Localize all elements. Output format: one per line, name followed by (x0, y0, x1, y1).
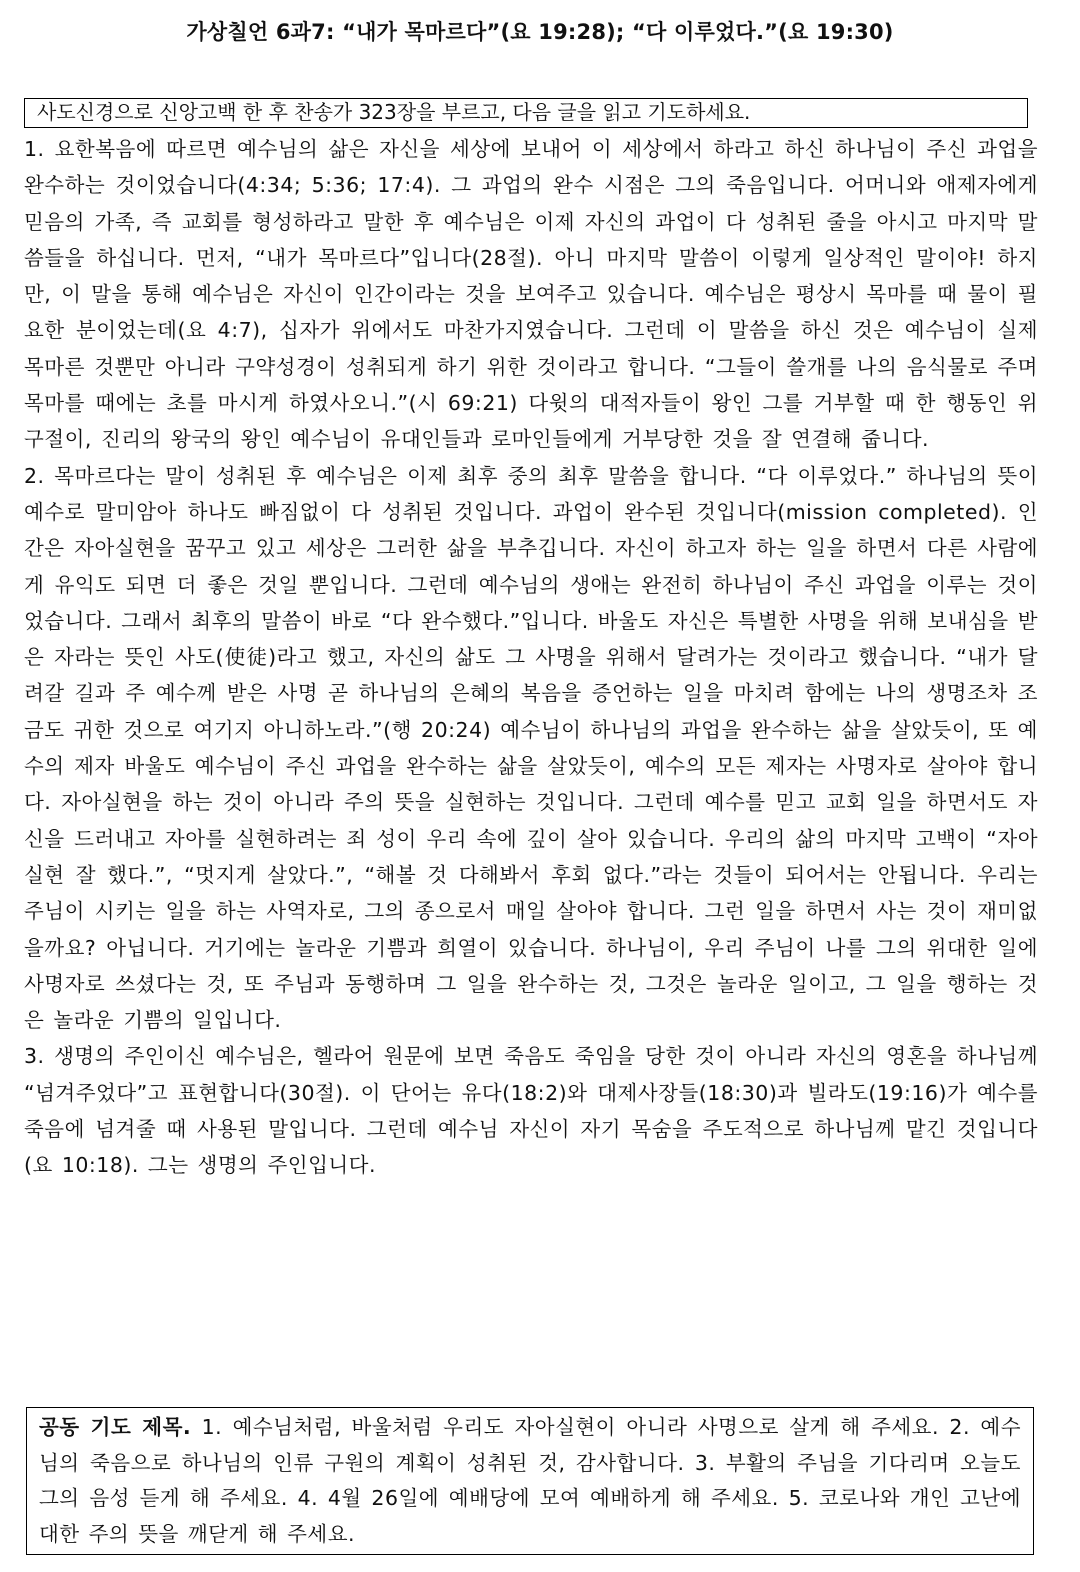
devotional-body (24, 131, 1038, 1184)
prayer-box (26, 1407, 1034, 1555)
prayer-title: 공동 기도 제목. (39, 1415, 192, 1439)
prayer-text: 1. 예수님처럼, 바울처럼 우리도 자아실현이 아니라 사명으로 살게 해 주세요. 2. 예수님의 죽음으로 하나님의 인류 구원의 계획이 성취된 것, 감사합니다. 3. 부활의 주님을 기다리며 오늘도 그의 음성 듣게 해 주세요. 4. 4월 26일에 예배당에 모여 예배하게 해 주세요. 5. 코로나와 개인 고난에 대한 주의 뜻을 깨닫게 해 주세요. (39, 1415, 1021, 1546)
paragraph-2: 2. 목마르다는 말이 성취된 후 예수님은 이제 최후 중의 최후 말씀을 합니다. “다 이루었다.” 하나님의 뜻이 예수로 말미암아 하나도 빠짐없이 다 성취된 것입니다. 과업이 완수된 것입니다(mission completed). 인간은 자아실현을 꿈꾸고 있고 세상은 그러한 삶을 부추깁니다. 자신이 하고자 하는 일을 하면서 다른 사람에게 유익도 되면 더 좋은 것일 뿐입니다. 그런데 예수님의 생애는 완전히 하나님이 주신 과업을 이루는 것이었습니다. 그래서 최후의 말씀이 바로 “다 완수했다.”입니다. 바울도 자신은 특별한 사명을 위해 보내심을 받은 자라는 뜻인 사도(使徒)라고 했고, 자신의 삶도 그 사명을 위해서 달려가는 것이라고 했습니다. “내가 달려갈 길과 주 예수께 받은 사명 곧 하나님의 은혜의 복음을 증언하는 일을 마치려 함에는 나의 생명조차 조금도 귀한 것으로 여기지 아니하노라.”(행 20:24) 예수님이 하나님의 과업을 완수하는 삶을 살았듯이, 또 예수의 제자 바울도 예수님이 주신 과업을 완수하는 삶을 살았듯이, 예수의 모든 제자는 사명자로 살아야 합니다. 자아실현을 하는 것이 아니라 주의 뜻을 실현하는 것입니다. 그런데 예수를 믿고 교회 일을 하면서도 자신을 드러내고 자아를 실현하려는 죄 성이 우리 속에 깊이 살아 있습니다. 우리의 삶의 마지막 고백이 “자아실현 잘 했다.”, “멋지게 살았다.”, “해볼 것 다해봐서 후회 없다.”라는 것들이 되어서는 안됩니다. 우리는 주님이 시키는 일을 하는 사역자로, 그의 종으로서 매일 살아야 합니다. 그런 일을 하면서 사는 것이 재미없을까요? 아닙니다. 거기에는 놀라운 기쁨과 희열이 있습니다. 하나님이, 우리 주님이 나를 그의 위대한 일에 사명자로 쓰셨다는 것, 또 주님과 동행하며 그 일을 완수하는 것, 그것은 놀라운 일이고, 그 일을 행하는 것은 놀라운 기쁨의 일입니다. (24, 463, 1038, 1033)
page-title: 가상칠언 6과7: “내가 목마르다”(요 19:28); “다 이루었다.”(요 19:30) (186, 20, 894, 44)
instruction-box: 사도신경으로 신앙고백 한 후 찬송가 323장을 부르고, 다음 글을 읽고 기도하세요. (24, 98, 1028, 128)
paragraph-3: 3. 생명의 주인이신 예수님은, 헬라어 원문에 보면 죽음도 죽임을 당한 것이 아니라 자신의 영혼을 하나님께 “넘겨주었다”고 표현합니다(30절). 이 단어는 유다(18:2)와 대제사장들(18:30)과 빌라도(19:16)가 예수를 죽음에 넘겨줄 때 사용된 말입니다. 그런데 예수님 자신이 자기 목숨을 주도적으로 하나님께 맡긴 것입니다(요 10:18). 그는 생명의 주인입니다. (24, 1044, 1038, 1178)
paragraph-1: 1. 요한복음에 따르면 예수님의 삶은 자신을 세상에 보내어 이 세상에서 하라고 하신 하나님이 주신 과업을 완수하는 것이었습니다(4:34; 5:36; 17:4). 그 과업의 완수 시점은 그의 죽음입니다. 어머니와 애제자에게 믿음의 가족, 즉 교회를 형성하라고 말한 후 예수님은 이제 자신의 과업이 다 성취된 줄을 아시고 마지막 말씀들을 하십니다. 먼저, “내가 목마르다”입니다(28절). 아니 마지막 말씀이 이렇게 일상적인 말이야! 하지만, 이 말을 통해 예수님은 자신이 인간이라는 것을 보여주고 있습니다. 예수님은 평상시 목마를 때 물이 필요한 분이었는데(요 4:7), 십자가 위에서도 마찬가지였습니다. 그런데 이 말씀을 하신 것은 예수님이 실제 목마른 것뿐만 아니라 구약성경이 성취되게 하기 위한 것이라고 합니다. “그들이 쓸개를 나의 음식물로 주며 목마를 때에는 초를 마시게 하였사오니.”(시 69:21) 다윗의 대적자들이 왕인 그를 거부할 때 한 행동인 위 구절이, 진리의 왕국의 왕인 예수님이 유대인들과 로마인들에게 거부당한 것을 잘 연결해 줍니다. (24, 137, 1038, 452)
